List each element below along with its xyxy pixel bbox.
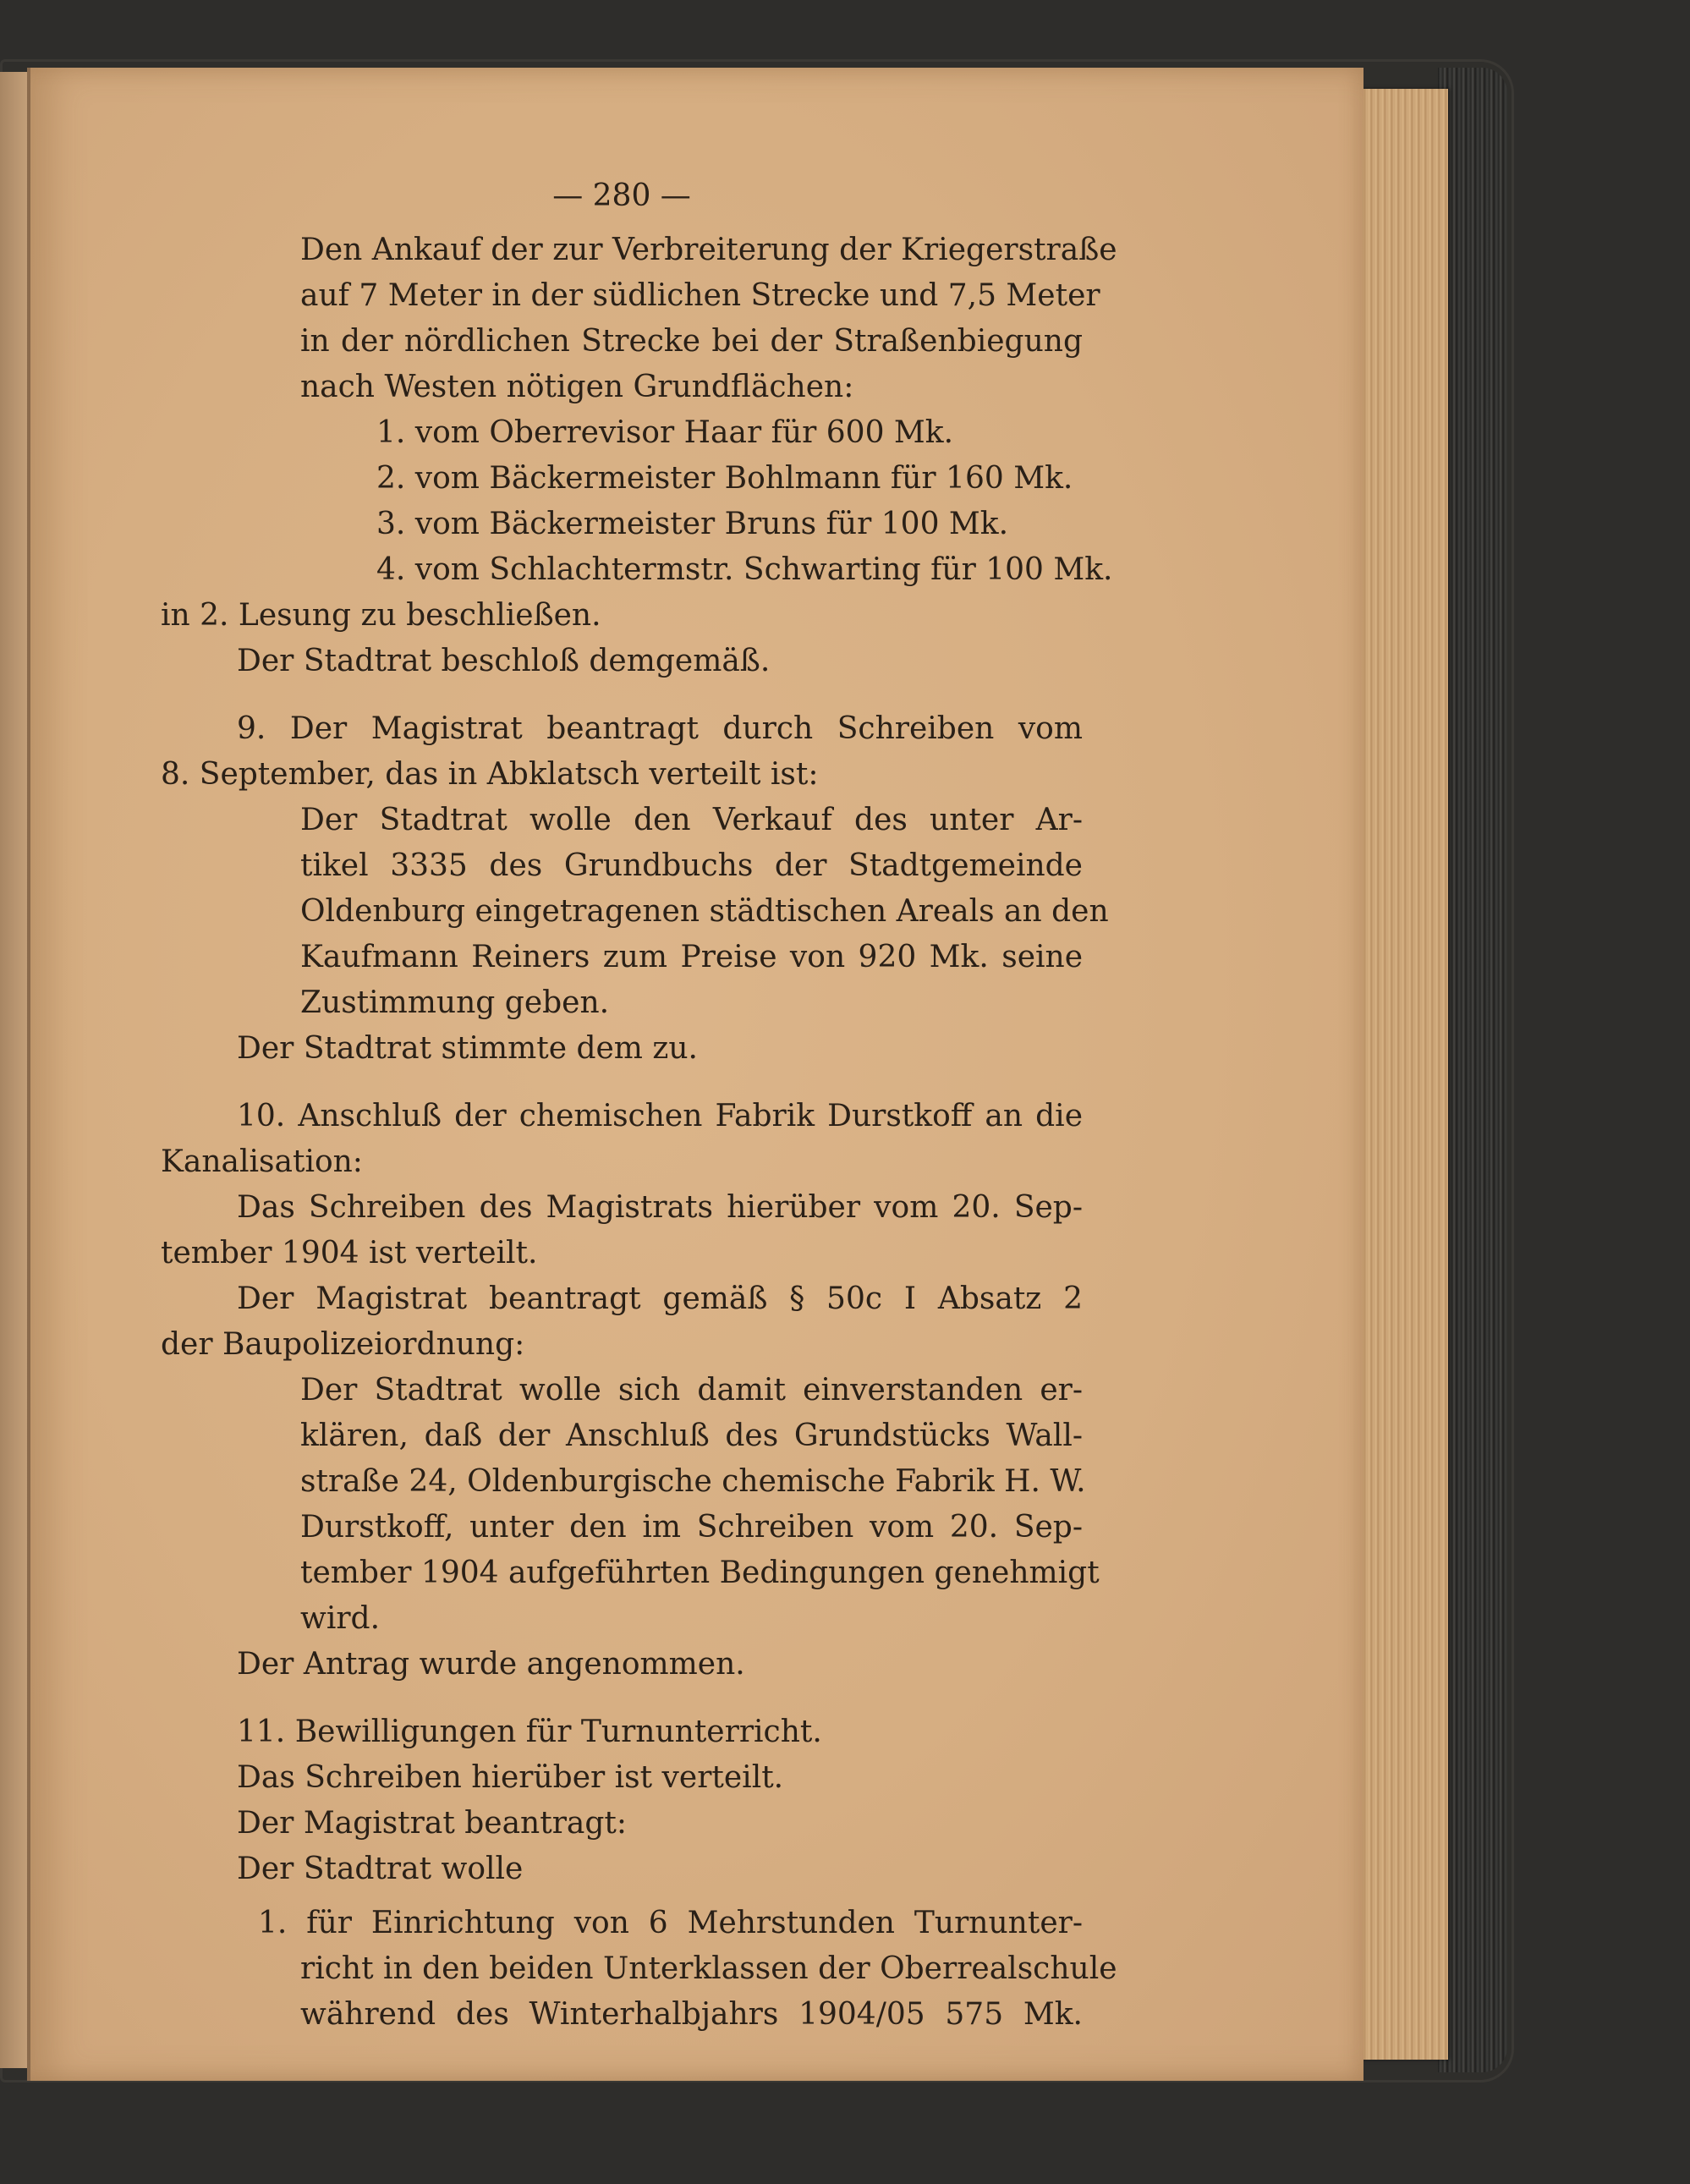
text-line: richt in den beiden Unterklassen der Oberrealschule (300, 1951, 1117, 1986)
text-line: in der nördlichen Strecke bei der Straßenbiegung (300, 324, 1083, 359)
gutter (27, 68, 30, 2081)
item-9-quote (300, 798, 1109, 1026)
text-line: tember 1904 ist verteilt. (161, 1236, 538, 1270)
text-line: Der Stadtrat wolle (237, 1852, 524, 1886)
text-line: Der Magistrat beantragt: (237, 1806, 628, 1841)
left-page-edge (0, 72, 27, 2068)
text-line: der Baupolizeiordnung: (161, 1327, 525, 1362)
text-line: straße 24, Oldenburgische chemische Fabrik H. W. (300, 1464, 1086, 1499)
text-line: Durstkoff, unter den im Schreiben vom 20. Sep- (300, 1510, 1083, 1545)
text-line: Der Stadtrat stimmte dem zu. (237, 1031, 698, 1066)
text-line: Kanalisation: (161, 1144, 363, 1179)
text-line: Kaufmann Reiners zum Preise von 920 Mk. seine (300, 940, 1083, 974)
text-line: 10. Anschluß der chemischen Fabrik Durstkoff an die (237, 1099, 1083, 1133)
item-11-sublist (258, 1901, 1117, 2038)
item-10-quote (300, 1368, 1100, 1642)
text-line: in 2. Lesung zu beschließen. (161, 598, 601, 633)
list-item: 2. vom Bäckermeister Bohlmann für 160 Mk. (376, 461, 1073, 496)
text-line: Der Antrag wurde angenommen. (237, 1647, 745, 1682)
text-line: Der Magistrat beantragt gemäß § 50c I Absatz 2 (237, 1281, 1083, 1316)
list-item: 1. vom Oberrevisor Haar für 600 Mk. (376, 415, 954, 450)
item-10 (161, 1094, 1083, 1368)
page-edges (1353, 89, 1448, 2060)
purchase-list (376, 410, 1113, 593)
text-line: Der Stadtrat wolle sich damit einverstanden er- (300, 1373, 1083, 1408)
text-line: 1. für Einrichtung von 6 Mehrstunden Turnunter- (258, 1906, 1083, 1940)
page-text (161, 173, 1117, 2038)
text-line: nach Westen nötigen Grundflächen: (300, 370, 854, 404)
item-9 (161, 706, 1083, 798)
list-item: 4. vom Schlachtermstr. Schwarting für 100 Mk. (376, 552, 1113, 587)
text-line: tember 1904 aufgeführten Bedingungen genehmigt (300, 1556, 1100, 1590)
text-line: klären, daß der Anschluß des Grundstücks Wall- (300, 1419, 1083, 1453)
text-line: Das Schreiben des Magistrats hierüber vom 20. Sep- (237, 1190, 1083, 1225)
page-number: — 280 — (552, 178, 691, 213)
text-line: Zustimmung geben. (300, 985, 610, 1020)
text-line: 11. Bewilligungen für Turnunterricht. (237, 1715, 822, 1749)
text-line: Der Stadtrat beschloß demgemäß. (237, 644, 771, 678)
paragraph-ankauf (300, 228, 1117, 410)
text-line: wird. (300, 1601, 381, 1636)
text-line: tikel 3335 des Grundbuchs der Stadtgemeinde (300, 848, 1083, 883)
text-line: Oldenburg eingetragenen städtischen Areals an den (300, 894, 1109, 929)
text-line: Das Schreiben hierüber ist verteilt. (237, 1760, 784, 1795)
text-line: 8. September, das in Abklatsch verteilt ist: (161, 757, 819, 792)
item-11 (237, 1709, 1083, 1892)
text-line: während des Winterhalbjahrs 1904/05 575 Mk. (300, 1997, 1083, 2032)
text-line: Der Stadtrat wolle den Verkauf des unter Ar- (300, 803, 1083, 837)
text-line: auf 7 Meter in der südlichen Strecke und 7,5 Meter (300, 278, 1100, 313)
text-line: Den Ankauf der zur Verbreiterung der Kriegerstraße (300, 233, 1117, 267)
list-item: 3. vom Bäckermeister Bruns für 100 Mk. (376, 507, 1009, 541)
text-line: 9. Der Magistrat beantragt durch Schreiben vom (237, 711, 1083, 746)
cover-edge (1438, 68, 1507, 2072)
